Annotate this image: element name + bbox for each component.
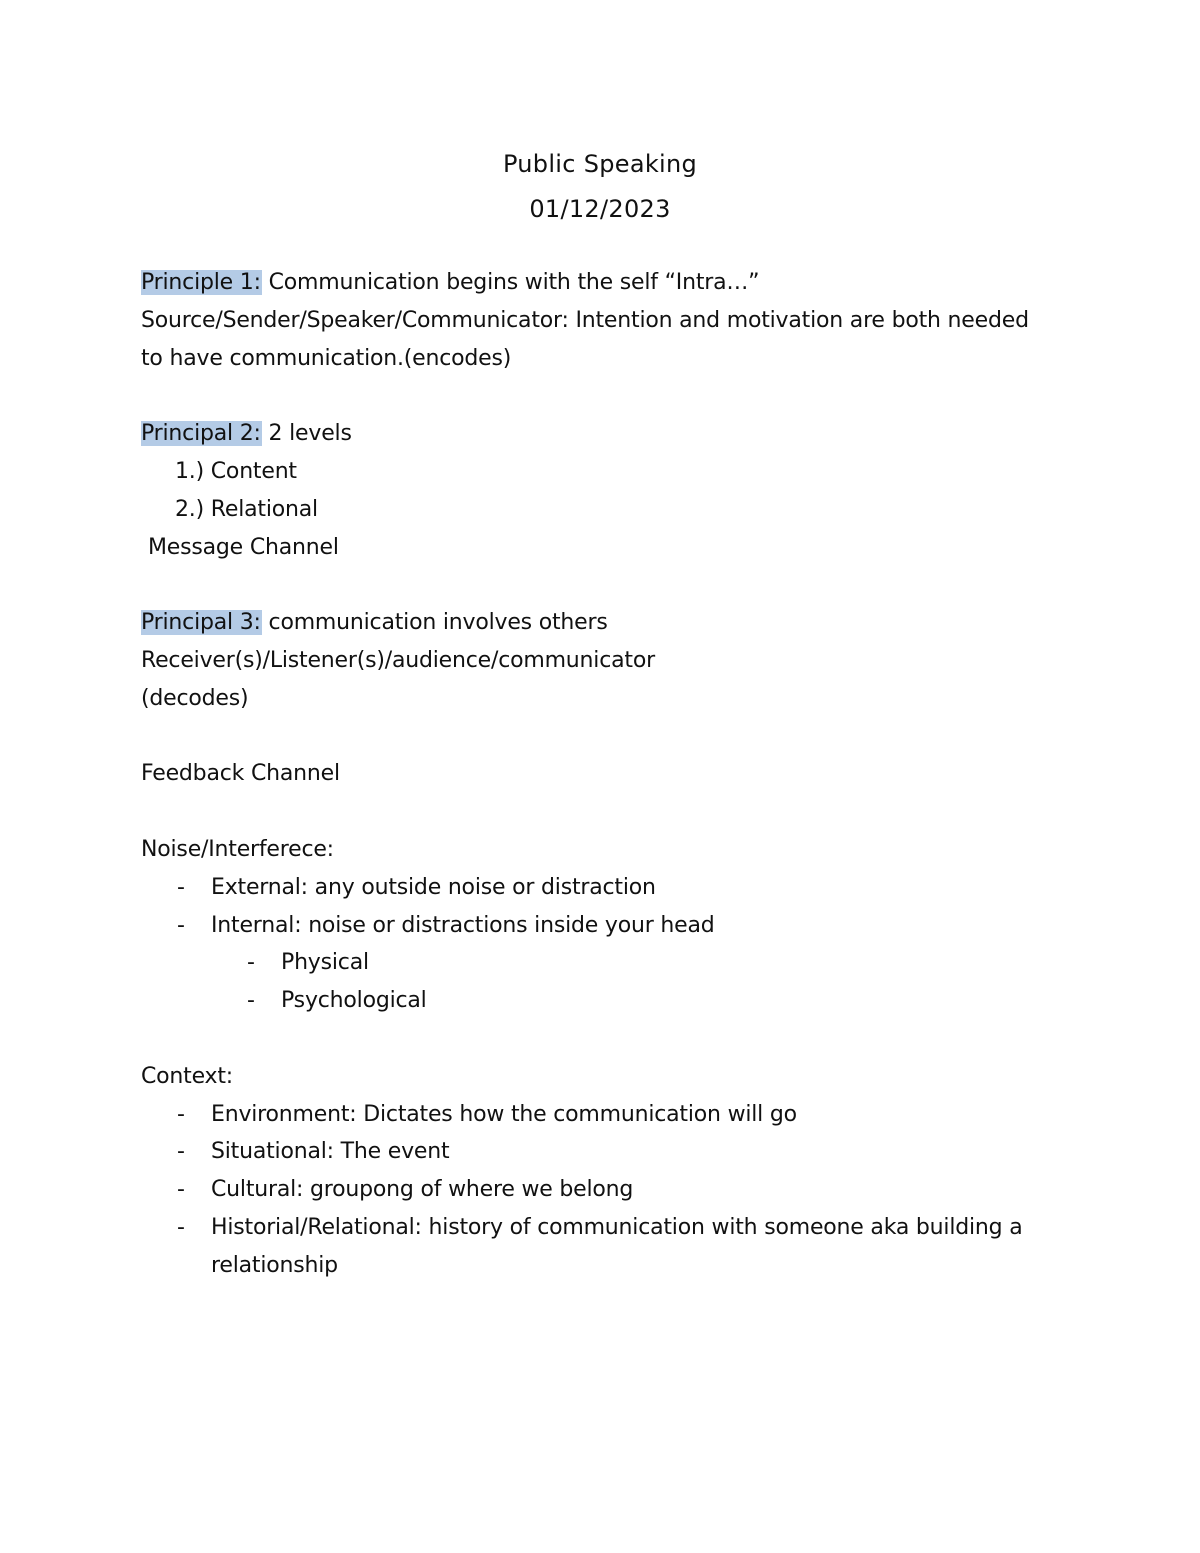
context-heading: Context: [141, 1063, 233, 1089]
bullet-dash: - [177, 1101, 185, 1127]
notes-body [141, 264, 1061, 1285]
principle-1-label: Principle 1: [141, 270, 261, 295]
bullet-dash: - [177, 874, 185, 900]
principle-3-line [141, 604, 1061, 642]
receiver-line: Receiver(s)/Listener(s)/audience/communicator [141, 647, 655, 673]
list-item [141, 1096, 1061, 1134]
feedback-channel: Feedback Channel [141, 761, 340, 787]
spacer [141, 566, 1061, 604]
source-line-continued: to have communication.(encodes) [141, 345, 512, 371]
principle-1-line [141, 264, 1061, 302]
context-item-cultural: Cultural: groupong of where we belong [211, 1177, 634, 1203]
principle-1-text: Communication begins with the self “Intra…” [261, 270, 760, 295]
document-date: 01/12/2023 [529, 195, 671, 223]
decodes-line: (decodes) [141, 685, 249, 711]
bullet-dash: - [177, 912, 185, 938]
bullet-dash: - [177, 1177, 185, 1203]
source-line: Source/Sender/Speaker/Communicator: Intention and motivation are both needed [141, 307, 1029, 333]
principle-2-text: 2 levels [261, 421, 352, 447]
principle-2-label: Principal 2: [141, 421, 261, 447]
principle-3-text: communication involves others [261, 610, 608, 636]
bullet-dash: - [247, 950, 255, 976]
spacer [141, 377, 1061, 415]
list-item [141, 869, 1061, 907]
principle-3-label: Principal 3: [141, 610, 261, 636]
spacer [141, 1020, 1061, 1058]
bullet-dash: - [177, 1139, 185, 1165]
list-item [141, 982, 1061, 1020]
level-item-relational: 2.) Relational [175, 496, 318, 522]
bullet-dash: - [177, 1214, 185, 1240]
list-item [141, 907, 1061, 945]
noise-item-internal: Internal: noise or distractions inside your head [211, 912, 715, 938]
list-item [141, 1171, 1061, 1209]
title-block [0, 142, 1200, 232]
principle-2-line [141, 415, 1061, 453]
noise-subitem-physical: Physical [281, 950, 369, 976]
context-item-situational: Situational: The event [211, 1139, 450, 1165]
list-item [141, 1209, 1061, 1285]
message-channel: Message Channel [148, 534, 339, 560]
context-item-environment: Environment: Dictates how the communication will go [211, 1101, 797, 1127]
bullet-dash: - [247, 988, 255, 1014]
list-item [141, 944, 1061, 982]
noise-heading: Noise/Interferece: [141, 836, 334, 862]
document-title: Public Speaking [502, 150, 698, 178]
context-item-historical: Historial/Relational: history of communication with someone aka building a relationship [211, 1214, 1023, 1278]
level-item-content: 1.) Content [175, 458, 297, 484]
noise-subitem-psychological: Psychological [281, 988, 427, 1014]
spacer [141, 718, 1061, 756]
noise-item-external: External: any outside noise or distraction [211, 874, 656, 900]
list-item [141, 1133, 1061, 1171]
spacer [141, 793, 1061, 831]
